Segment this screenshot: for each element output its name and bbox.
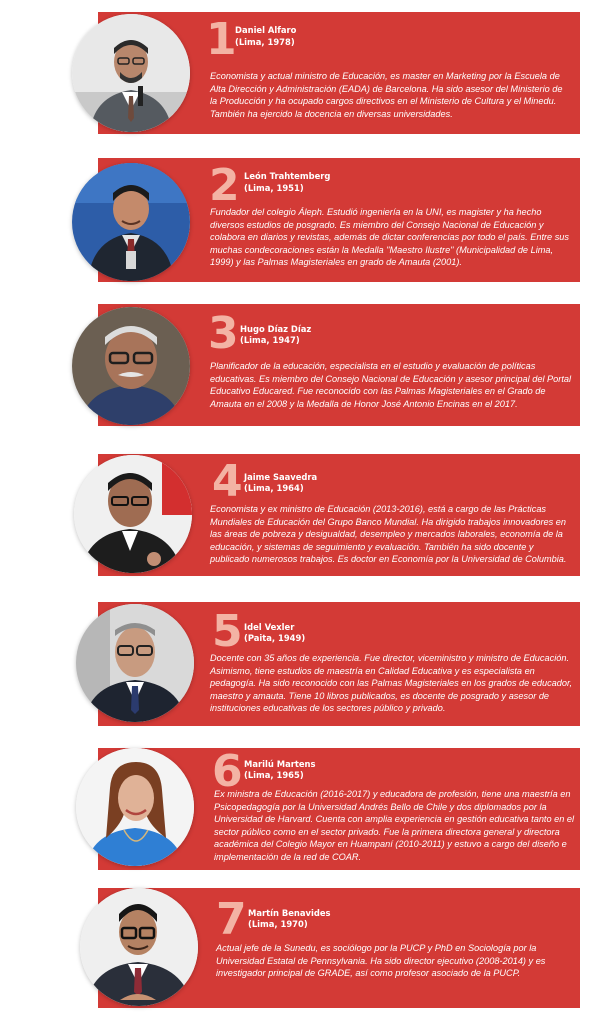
profile-number: 2 bbox=[209, 160, 239, 211]
profile-name: Daniel Alfaro bbox=[235, 25, 297, 35]
profile-name: Martín Benavides bbox=[248, 908, 331, 918]
profile-number: 3 bbox=[208, 308, 238, 359]
profile-origin: (Lima, 1964) bbox=[244, 483, 304, 493]
profile-photo-5 bbox=[76, 604, 194, 722]
profile-origin: (Lima, 1978) bbox=[235, 37, 295, 47]
profile-number: 1 bbox=[206, 14, 236, 65]
portrait-image bbox=[72, 163, 190, 281]
profile-name: Jaime Saavedra bbox=[244, 472, 318, 482]
profile-bio: Economista y actual ministro de Educación, es master en Marketing por la Escuela de Alta Dirección y Administración (EADA) de Barcelona. Ha sido asesor del Ministerio de la Producción y ha ocupado cargos directivos en el Ministerio de Cultura y el Minedu. También ha ejercido la docencia en diversas universidades. bbox=[210, 71, 563, 119]
profile-bio: Actual jefe de la Sunedu, es sociólogo por la PUCP y PhD en Sociología por la Universidad Estatal de Pennsylvania. Ha sido director ejecutivo (2008-2014) y es investigador principal de GRADE, así como profesor asociado de la PUCP. bbox=[216, 943, 546, 979]
portrait-image bbox=[80, 888, 198, 1006]
portrait-image bbox=[74, 455, 192, 573]
profile-bio: Docente con 35 años de experiencia. Fue director, viceministro y ministro de Educación. Asimismo, tiene estudios de maestría en Calidad Educativa y es especialista en pedagogía. Ha sido reconocido con las Palmas Magisteriales en los grados de educador, maestro y amauta. Tiene 10 libros publicados, es docente de posgrado y asesor de instituciones educativas de los sectores público y privado. bbox=[210, 653, 573, 714]
profile-bio: Ex ministra de Educación (2016-2017) y educadora de profesión, tiene una maestría en Psicopedagogía por la Universidad Andrés Bello de Chile y dos diplomados por la Universidad de Harvard. Cuenta con amplia experiencia en gestión educativa tanto en el sector público como en el sector privado. Fue la primera directora general y directora académica del Colegio Mayor en Huampaní (2010-2011) y estuvo a cargo del diseño e implementación de la red de COAR. bbox=[214, 789, 575, 862]
portrait-image bbox=[76, 604, 194, 722]
profile-bio: Planificador de la educación, especialista en el estudio y evaluación de políticas educativas. Es miembro del Consejo Nacional de Educación y asesor principal del Portal Educativo Educared. Fue reconocido con las Palmas Magisteriales en el Grado de Amauta en el 2008 y la Medalla de Honor José Antonio Encinas en el 2017. bbox=[210, 361, 572, 409]
profile-number: 7 bbox=[216, 894, 246, 945]
profile-origin: (Paita, 1949) bbox=[244, 633, 306, 643]
profile-number: 4 bbox=[212, 456, 242, 507]
profile-photo-2 bbox=[72, 163, 190, 281]
portrait-image bbox=[72, 307, 190, 425]
profile-photo-6 bbox=[76, 748, 194, 866]
portrait-image bbox=[72, 14, 190, 132]
profile-photo-1 bbox=[72, 14, 190, 132]
profile-origin: (Lima, 1965) bbox=[244, 770, 304, 780]
profile-number: 5 bbox=[212, 606, 242, 657]
profile-photo-7 bbox=[80, 888, 198, 1006]
portrait-image bbox=[76, 748, 194, 866]
profile-origin: (Lima, 1970) bbox=[248, 919, 308, 929]
profile-bio: Fundador del colegio Áleph. Estudió ingeniería en la UNI, es magister y ha hecho diversos estudios de posgrado. Es miembro del Consejo Nacional de Educación y colabora en diarios y revistas, además de dictar conferencias por todo el país. Entre sus muchas condecoraciones están la Medalla "Maestro Ilustre" (Municipalidad de Lima, 1999) y las Palmas Magisteriales en grado de Amauta (2001). bbox=[210, 207, 570, 268]
profile-name: Marilú Martens bbox=[244, 759, 316, 769]
profile-bio: Economista y ex ministro de Educación (2013-2016), está a cargo de las Prácticas Mundiales de Educación del Grupo Banco Mundial. Ha dirigido trabajos innovadores en las áreas de pobreza y desigualdad, desempleo y mercados laborales, economía de la educación, y sistemas de seguimiento y evaluación. También ha sido docente y publicado numerosos trabajos. Es doctor en Economía por la Universidad de Columbia. bbox=[210, 504, 567, 565]
profile-photo-3 bbox=[72, 307, 190, 425]
profile-number: 6 bbox=[212, 746, 242, 797]
profile-name: Idel Vexler bbox=[244, 622, 295, 632]
profile-name: León Trahtemberg bbox=[244, 171, 331, 181]
profile-origin: (Lima, 1947) bbox=[240, 335, 300, 345]
profile-photo-4 bbox=[74, 455, 192, 573]
profile-name: Hugo Díaz Díaz bbox=[240, 324, 312, 334]
profile-origin: (Lima, 1951) bbox=[244, 183, 304, 193]
